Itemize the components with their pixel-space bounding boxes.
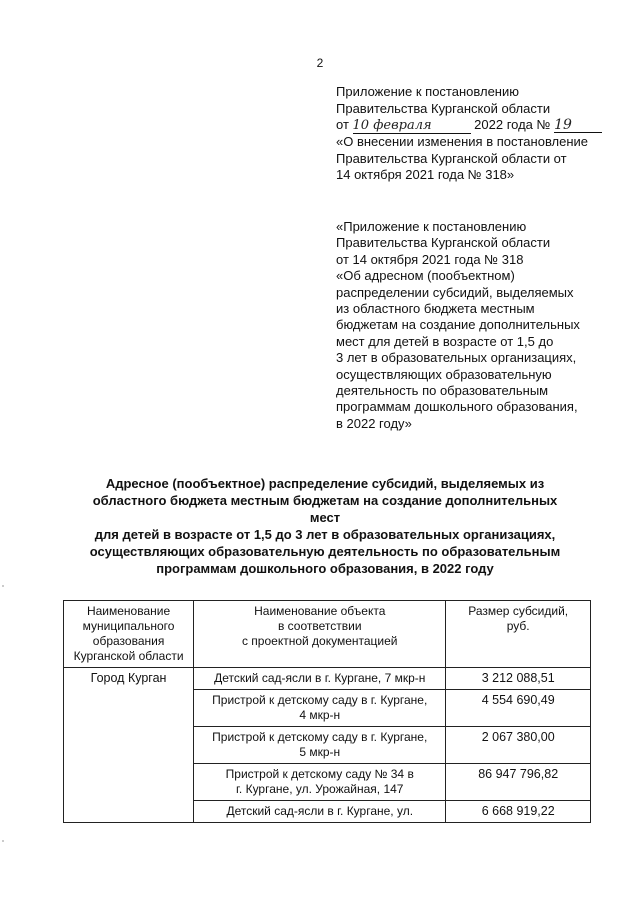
object-text: Пристрой к детскому саду в г. Кургане, <box>212 730 428 744</box>
page-number: 2 <box>316 56 324 70</box>
object-cell <box>194 801 446 823</box>
original-appendix-line: 3 лет в образовательных организациях, <box>336 350 577 366</box>
title-line: для детей в возрасте от 1,5 до 3 лет в образовательных организациях, <box>94 527 556 542</box>
appendix-header <box>336 84 636 184</box>
object-text: 4 мкр-н <box>299 708 341 722</box>
original-appendix-line: мест для детей в возрасте от 1,5 до <box>336 333 554 349</box>
object-text: Пристрой к детскому саду в г. Кургане, <box>212 693 428 707</box>
original-appendix-line: Правительства Курганской области <box>336 235 551 251</box>
title-line: осуществляющих образовательную деятельность по образовательным <box>89 544 561 559</box>
header-object <box>194 601 446 668</box>
original-appendix-line: деятельность по образовательным <box>336 383 549 399</box>
appendix-line: Приложение к постановлению <box>336 84 519 99</box>
header-text: Курганской области <box>73 649 184 663</box>
header-text: руб. <box>506 619 530 633</box>
header-text: в соответствии <box>277 619 362 633</box>
object-cell <box>194 668 446 690</box>
handwritten-number: 19 <box>554 118 602 133</box>
scan-artifact <box>2 840 4 842</box>
document-title <box>80 475 570 577</box>
header-text: образования <box>92 634 165 648</box>
scan-artifact <box>2 585 4 587</box>
subsidies-table <box>63 600 591 823</box>
original-appendix-line: программам дошкольного образования, <box>336 399 578 415</box>
appendix-line: «О внесении изменения в постановление <box>336 134 589 149</box>
original-appendix-line: «Об адресном (пообъектном) <box>336 268 515 284</box>
title-line: программам дошкольного образования, в 2022 году <box>156 561 494 576</box>
header-text: муниципального <box>82 619 175 633</box>
table-header-row <box>64 601 591 668</box>
amount-cell: 4 554 690,49 <box>446 690 591 727</box>
title-line: Адресное (пообъектное) распределение субсидий, выделяемых из <box>105 476 545 491</box>
appendix-line: 14 октября 2021 года № 318» <box>336 167 515 182</box>
object-text: г. Кургане, ул. Урожайная, 147 <box>236 782 404 796</box>
amount-cell: 2 067 380,00 <box>446 727 591 764</box>
amount-cell: 86 947 796,82 <box>446 764 591 801</box>
original-appendix-line: бюджетам на создание дополнительных <box>336 317 580 333</box>
handwritten-date: 10 февраля <box>353 119 471 134</box>
object-text: Детский сад-ясли в г. Кургане, ул. <box>226 804 414 818</box>
object-text: Пристрой к детскому саду № 34 в <box>225 767 414 781</box>
appendix-line: Правительства Курганской области от <box>336 150 567 166</box>
title-line: областного бюджета местным бюджетам на создание дополнительных мест <box>92 493 558 525</box>
year-text: 2022 года № <box>474 117 551 132</box>
header-text: Наименование <box>86 604 171 618</box>
header-text: с проектной документацией <box>241 634 398 648</box>
original-appendix-line: осуществляющих образовательную <box>336 366 552 382</box>
header-municipality <box>64 601 194 668</box>
header-amount <box>446 601 591 668</box>
appendix-date-line <box>336 117 636 134</box>
amount-cell: 6 668 919,22 <box>446 801 591 823</box>
object-cell <box>194 727 446 764</box>
original-appendix-line: от 14 октября 2021 года № 318 <box>336 251 524 267</box>
original-appendix-line: из областного бюджета местным <box>336 301 535 317</box>
municipality-cell: Город Курган <box>64 668 194 823</box>
original-appendix-line: распределении субсидий, выделяемых <box>336 284 574 300</box>
original-appendix-line: в 2022 году» <box>336 415 412 431</box>
from-prefix: от <box>336 117 349 132</box>
object-cell <box>194 764 446 801</box>
header-text: Наименование объекта <box>254 604 386 618</box>
table-row <box>64 668 591 690</box>
object-text: Детский сад-ясли в г. Кургане, 7 мкр-н <box>214 671 426 685</box>
object-text: 5 мкр-н <box>299 745 341 759</box>
object-cell <box>194 690 446 727</box>
original-appendix-line: «Приложение к постановлению <box>336 219 527 234</box>
appendix-line: Правительства Курганской области <box>336 100 551 116</box>
header-text: Размер субсидий, <box>468 604 569 618</box>
amount-cell: 3 212 088,51 <box>446 668 591 690</box>
original-appendix-header <box>336 219 636 432</box>
